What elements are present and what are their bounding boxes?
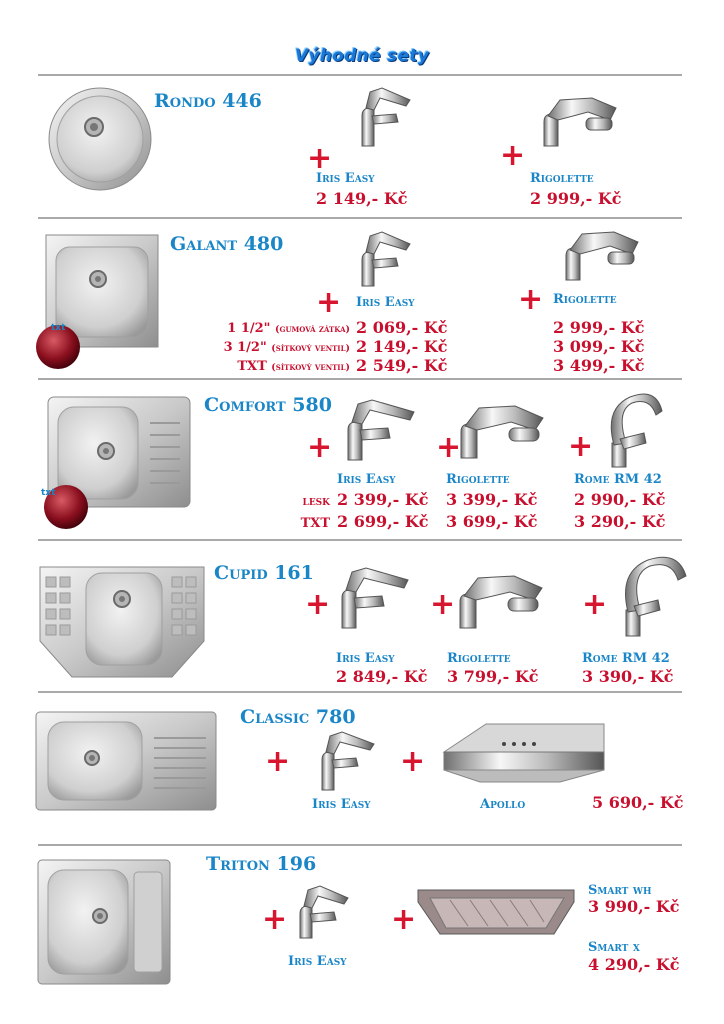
item-label-rigolette: Rigolette [447, 651, 511, 666]
variant-price: 2 399,- Kč [337, 490, 429, 509]
divider [38, 539, 682, 541]
variant-row-label: 3 1/2" (sítkový ventil) [223, 340, 350, 355]
divider [38, 217, 682, 219]
item-label-iris-easy: Iris Easy [356, 295, 415, 310]
faucet-iris-easy-icon [352, 86, 422, 148]
faucet-iris-easy-icon [334, 566, 414, 630]
faucet-iris-easy-icon [352, 230, 422, 288]
set-name-cupid-161: Cupid 161 [214, 562, 314, 584]
set-price: 5 690,- Kč [592, 793, 684, 812]
faucet-iris-easy-icon [290, 884, 360, 940]
option-price: 4 290,- Kč [588, 955, 680, 974]
item-label-iris-easy: Iris Easy [336, 651, 395, 666]
variant-price: 2 069,- Kč [356, 318, 448, 337]
plus-sign: + [400, 744, 426, 779]
cooker-hood-smart-icon [416, 884, 576, 940]
page-title: Výhodné sety [294, 46, 430, 66]
set-name-rondo-446: Rondo 446 [154, 90, 262, 112]
set-name-classic-780: Classic 780 [240, 706, 356, 728]
rondo-sink-image [48, 87, 158, 197]
item-label-apollo: Apollo [480, 797, 526, 812]
plus-sign: + [518, 282, 544, 317]
faucet-rome-icon [612, 552, 692, 638]
divider [38, 378, 682, 380]
variant-price: 2 699,- Kč [337, 512, 429, 531]
item-price: 2 849,- Kč [336, 667, 428, 686]
item-price: 3 799,- Kč [447, 667, 539, 686]
variant-row-label: TXT (sítkový ventil) [237, 359, 350, 374]
cupid-sink-image [36, 563, 208, 681]
plus-sign: + [307, 430, 333, 465]
option-label-smart-wh: Smart wh [588, 883, 652, 898]
item-label-rigolette: Rigolette [446, 472, 510, 487]
faucet-rigolette-icon [562, 230, 642, 282]
plus-sign: + [316, 285, 342, 320]
variant-price: 2 999,- Kč [553, 318, 645, 337]
variant-price: 3 699,- Kč [446, 512, 538, 531]
variant-price: 2 149,- Kč [356, 337, 448, 356]
item-price: 2 149,- Kč [316, 189, 408, 208]
faucet-rigolette-icon [457, 404, 547, 460]
plus-sign: + [500, 138, 526, 173]
item-label-iris-easy: Iris Easy [288, 954, 347, 969]
variant-price: 3 399,- Kč [446, 490, 538, 509]
divider [38, 844, 682, 846]
faucet-rigolette-icon [540, 96, 620, 148]
set-name-triton-196: Triton 196 [206, 853, 317, 875]
set-name-comfort-580: Comfort 580 [204, 394, 332, 416]
faucet-rigolette-icon [456, 574, 546, 630]
set-name-galant-480: Galant 480 [170, 233, 284, 255]
item-label-rome-rm-42: Rome RM 42 [574, 472, 662, 487]
variant-price: 3 099,- Kč [553, 337, 645, 356]
option-label-smart-x: Smart x [588, 940, 640, 955]
faucet-rome-icon [598, 389, 668, 469]
plus-sign: + [305, 587, 331, 622]
triton-sink-image [36, 856, 172, 990]
item-label-rigolette: Rigolette [530, 171, 594, 186]
variant-price: 3 290,- Kč [574, 512, 666, 531]
item-label-rome-rm-42: Rome RM 42 [582, 651, 670, 666]
plus-sign: + [391, 902, 417, 937]
item-label-iris-easy: Iris Easy [337, 472, 396, 487]
option-price: 3 990,- Kč [588, 897, 680, 916]
plus-sign: + [430, 587, 456, 622]
plus-sign: + [436, 430, 462, 465]
divider [38, 74, 682, 76]
plus-sign: + [307, 141, 333, 176]
item-label-iris-easy: Iris Easy [316, 171, 375, 186]
variant-row-label: 1 1/2" (gumová zátka) [227, 321, 350, 336]
galant-sink-image [44, 233, 162, 371]
plus-sign: + [262, 902, 288, 937]
divider [38, 691, 682, 693]
item-label-rigolette: Rigolette [553, 292, 617, 307]
faucet-iris-easy-icon [312, 730, 382, 792]
plus-sign: + [265, 744, 291, 779]
variant-row-label: TXT [300, 516, 330, 531]
variant-price: 2 549,- Kč [356, 356, 448, 375]
item-label-iris-easy: Iris Easy [312, 797, 371, 812]
txt-badge-label: txt [51, 323, 66, 333]
plus-sign: + [568, 429, 594, 464]
plus-sign: + [582, 587, 608, 622]
cooker-hood-apollo-icon [440, 722, 608, 784]
variant-price: 3 499,- Kč [553, 356, 645, 375]
variant-price: 2 990,- Kč [574, 490, 666, 509]
comfort-sink-image [41, 393, 194, 533]
txt-badge-label: txt [41, 488, 56, 498]
classic-sink-image [34, 710, 220, 814]
item-price: 2 999,- Kč [530, 189, 622, 208]
faucet-iris-easy-icon [340, 398, 420, 462]
item-price: 3 390,- Kč [582, 667, 674, 686]
variant-row-label: lesk [302, 494, 330, 509]
